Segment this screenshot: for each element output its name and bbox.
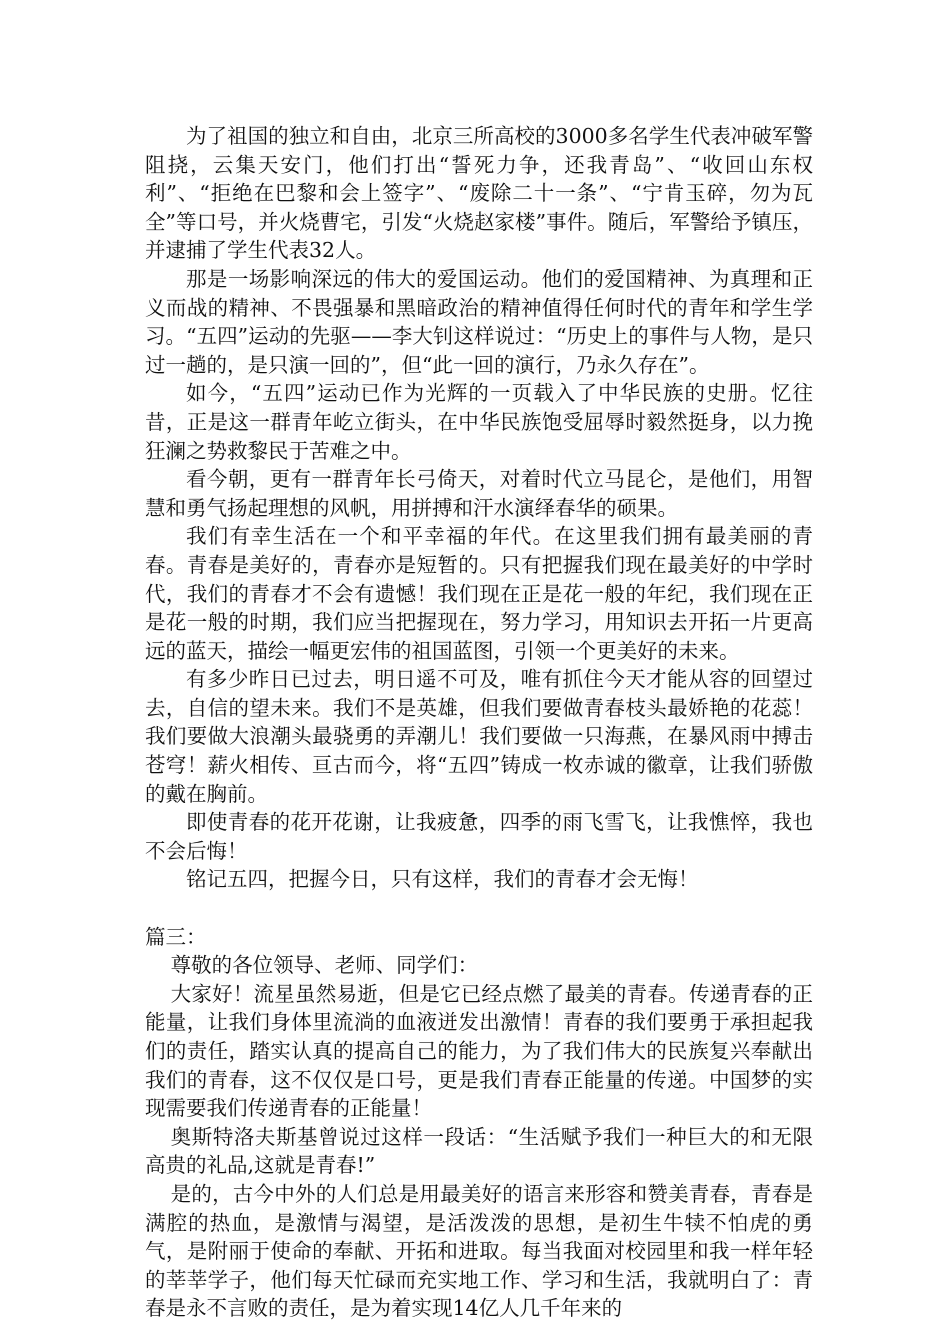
paragraph: 即使青春的花开花谢，让我疲惫，四季的雨飞雪飞，让我憔悴，我也不会后悔！ bbox=[145, 810, 813, 863]
paragraph: 有多少昨日已过去，明日遥不可及，唯有抓住今天才能从容的回望过去，自信的望未来。我们不是英雄，但我们要做青春枝头最娇艳的花蕊！我们要做大浪潮头最骁勇的弄潮儿！我们要做一只海燕，在暴风雨中搏击苍穹！薪火相传、亘古而今，将“五四”铸成一枚赤诚的徽章，让我们骄傲的戴在胸前。 bbox=[145, 667, 813, 806]
section-heading: 篇三： bbox=[145, 924, 207, 949]
paragraph: 看今朝，更有一群青年长弓倚天，对着时代立马昆仑，是他们，用智慧和勇气扬起理想的风帆，用拼搏和汗水演绎春华的硕果。 bbox=[145, 467, 813, 520]
paragraph: 铭记五四，把握今日，只有这样，我们的青春才会无悔！ bbox=[186, 867, 699, 892]
paragraph: 大家好！流星虽然易逝，但是它已经点燃了最美的青春。传递青春的正能量，让我们身体里流淌的血液迸发出激情！青春的我们要勇于承担起我们的责任，踏实认真的提高自己的能力，为了我们伟大的民族复兴奉献出我们的青春，这不仅仅是口号，更是我们青春正能量的传递。中国梦的实现需要我们传递青春的正能量！ bbox=[145, 981, 813, 1121]
paragraph: 奥斯特洛夫斯基曾说过这样一段话：“生活赋予我们一种巨大的和无限高贵的礼品,这就是青春!” bbox=[145, 1124, 813, 1178]
paragraph: 我们有幸生活在一个和平幸福的年代。在这里我们拥有最美丽的青春。青春是美好的，青春亦是短暂的。只有把握我们现在最美好的中学时代，我们的青春才不会有遗憾！我们现在正是花一般的年纪，我们现在正是花一般的时期，我们应当把握现在，努力学习，用知识去开拓一片更高远的蓝天，描绘一幅更宏伟的祖国蓝图，引领一个更美好的未来。 bbox=[145, 524, 813, 663]
paragraph: 那是一场影响深远的伟大的爱国运动。他们的爱国精神、为真理和正义而战的精神、不畏强暴和黑暗政治的精神值得任何时代的青年和学生学习。“五四”运动的先驱——李大钊这样说过：“历史上的事件与人物，是只过一趟的，是只演一回的”，但“此一回的演行，乃永久存在”。 bbox=[145, 266, 813, 377]
paragraph: 如今，“五四”运动已作为光辉的一页载入了中华民族的史册。忆往昔，正是这一群青年屹立街头，在中华民族饱受屈辱时毅然挺身，以力挽狂澜之势救黎民于苦难之中。 bbox=[145, 381, 813, 463]
greeting: 尊敬的各位领导、老师、同学们： bbox=[170, 953, 479, 978]
paragraph: 为了祖国的独立和自由，北京三所高校的3000多名学生代表冲破军警阻挠，云集天安门，他们打出“誓死力争，还我青岛”、“收回山东权利”、“拒绝在巴黎和会上签字”、“废除二十一条”、“宁肯玉碎，勿为瓦全”等口号，并火烧曹宅，引发“火烧赵家楼”事件。随后，军警给予镇压，并逮捕了学生代表32人。 bbox=[145, 124, 813, 263]
paragraph: 是的，古今中外的人们总是用最美好的语言来形容和赞美青春，青春是满腔的热血，是激情与渴望，是活泼泼的思想，是初生牛犊不怕虎的勇气，是附丽于使命的奉献、开拓和进取。每当我面对校园里和我一样年轻的莘莘学子，他们每天忙碌而充实地工作、学习和生活，我就明白了：青春是永不言败的责任，是为着实现14亿人几千年来的 bbox=[145, 1181, 813, 1321]
document-body bbox=[145, 122, 813, 1323]
